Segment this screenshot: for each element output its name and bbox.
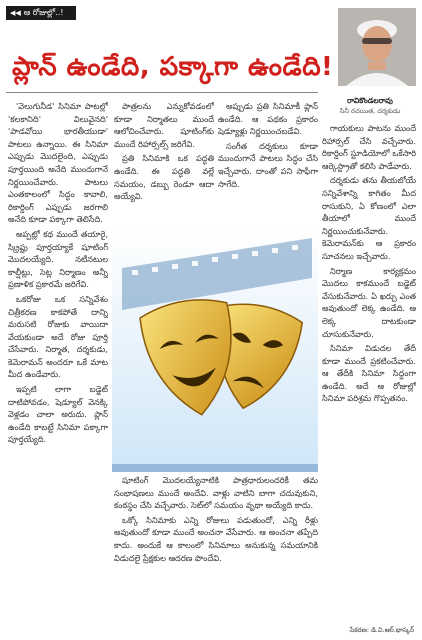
headline: ప్లాన్ ఉండేది, పక్కాగా ఉండేది! xyxy=(12,52,334,82)
paragraph: ఇప్పటి లాగా బడ్జెట్ దాటిపోవడం, షెడ్యూల్ వెనక్కి వెళ్లడం చాలా అరుదు. ప్లాన్ ఉండేది కాబట్టే సినిమా పక్కాగా పూర్తయ్యేది. xyxy=(8,384,108,445)
paragraph: దర్శకుడు తను తీయబోయే సన్నివేశాన్ని కాగితం మీద రాసుకుని, ఏ కోణంలో ఎలా తీయాలో ముందే నిర్ణయించుకునేవారు. కెమెరామన్‌కు ఆ ప్రకారం సూచనలు ఇచ్చేవారు. xyxy=(322,175,416,261)
author-role: సినీ రచయిత, దర్శకుడు xyxy=(339,107,401,115)
author-photo xyxy=(338,8,416,86)
paragraph: గాయకులు పాటను ముందే రిహార్సల్ చేసి వచ్చేవారు. రికార్డింగ్ స్టూడియోలో ఒకేసారి ఆర్కెస్ట్రాతో కలిసి పాడేవారు. xyxy=(322,123,416,171)
paragraph: ప్రతి సినిమాకి ఒక పద్ధతి ఉండేది. ఈ పద్ధతి వల్లే సమయం, డబ్బు రెండూ ఆదా అయ్యేవి. xyxy=(114,153,214,202)
paragraph: షూటింగ్ మొదలయ్యేనాటికి పాత్రధారులందరికీ తమ సంభాషణలు ముందే అందేవి. వాళ్లు వాటిని బాగా చదువుకుని, కంఠస్థం చేసి వచ్చేవారు. సెట్‌లో సమయం వృథా అయ్యేది కాదు. xyxy=(114,475,318,511)
paragraph: 'వెలుగునీడ' సినిమా పాటల్లో 'కలకానిది' విలువైనది' 'పాడవోయి భారతీయుడా' పాటలు ఉన్నాయి. ఈ సినిమా ఎప్పుడు మొదలైంది, ఎప్పుడు పూర్తయింది అనేది ముందుగానే నిర్ణయించేవారు. పాటలు ఎంతకాలంలో సిద్ధం కావాలి, రికార్డింగ్ ఎప్పుడు జరగాలి అనేది కూడా పక్కాగా తెలిసేది. xyxy=(8,101,108,225)
theatre-masks-illustration xyxy=(112,228,318,472)
section-label: ఆ రోజుల్లో..! xyxy=(23,8,64,17)
paragraph: సినిమా విడుదల తేదీ కూడా ముందే ప్రకటించేవారు. ఆ తేదీకి సినిమా సిద్ధంగా ఉండేది. అదే ఆ రోజుల్లో సినిమా పరిశ్రమ గొప్పతనం. xyxy=(322,343,416,404)
author-name: రావికొండలరావు xyxy=(347,96,393,105)
article-column-3 xyxy=(218,100,318,224)
article-column-1 xyxy=(8,100,108,624)
arrow-icon: ◀◀ xyxy=(10,9,21,17)
paragraph: సంగీత దర్శకులు కూడా ముందుగానే పాటలు సిద్ధం చేసి ఇచ్చేవారు. దాంతో పని సాఫీగా సాగేది. xyxy=(218,140,318,189)
paragraph: అప్పుడు ప్రతి సినిమాకీ ప్లాన్ ఉండేది. ఆ పథకం ప్రకారం షెడ్యూళ్లు నిర్ణయించబడేవి. xyxy=(218,101,318,137)
divider xyxy=(6,92,318,93)
paragraph: అప్పట్లో కథ ముందే తయారై, స్క్రిప్టు పూర్తయ్యాకే షూటింగ్ మొదలయ్యేది. నటీనటుల కాల్షీట్లు, సెట్ల నిర్మాణం అన్నీ ప్రణాళిక ప్రకారమే జరిగేవి. xyxy=(8,228,108,290)
section-tag xyxy=(6,6,76,20)
credit-line: సేకరణ: డి.వి.ఆర్.భాస్కర్ xyxy=(349,626,414,634)
paragraph: పాత్రలను ఎన్నుకోవడంలో కూడా నిర్మాతలు ముందే ఆలోచించేవారు. షూటింగ్‌కు ముందే రిహార్సల్స్ జరిగేవి. xyxy=(114,101,214,149)
paragraph: ఒక్కో సినిమాకు ఎన్ని రోజులు పడుతుందో, ఎన్ని రీళ్లు అవుతుందో కూడా ముందే అంచనా వేసేవారు. ఆ అంచనా తప్పేది కాదు. అందుకే ఆ కాలంలో సినిమాలు అనుకున్న సమయానికి విడుదలై ప్రేక్షకుల ఆదరణ పొందేవి. xyxy=(114,514,318,563)
paragraph: నిర్మాణ కార్యక్రమం మొదలు కాకముందే బడ్జెట్ వేసుకునేవారు. ఏ ఖర్చు ఎంత అవుతుందో లెక్క ఉండేది. ఆ లెక్క దాటకుండా చూసుకునేవారు. xyxy=(322,265,416,339)
article-column-4 xyxy=(322,122,416,622)
article-column-5 xyxy=(114,474,318,624)
paragraph: ఒకరోజు ఒక సన్నివేశం చిత్రీకరణ కాకపోతే దాన్ని మరుసటి రోజుకు వాయిదా వేయకుండా అదే రోజు పూర్తి చేసేవారు. నిర్మాత, దర్శకుడు, కెమెరామన్ అందరూ ఒకే మాట మీద ఉండేవారు. xyxy=(8,293,108,380)
